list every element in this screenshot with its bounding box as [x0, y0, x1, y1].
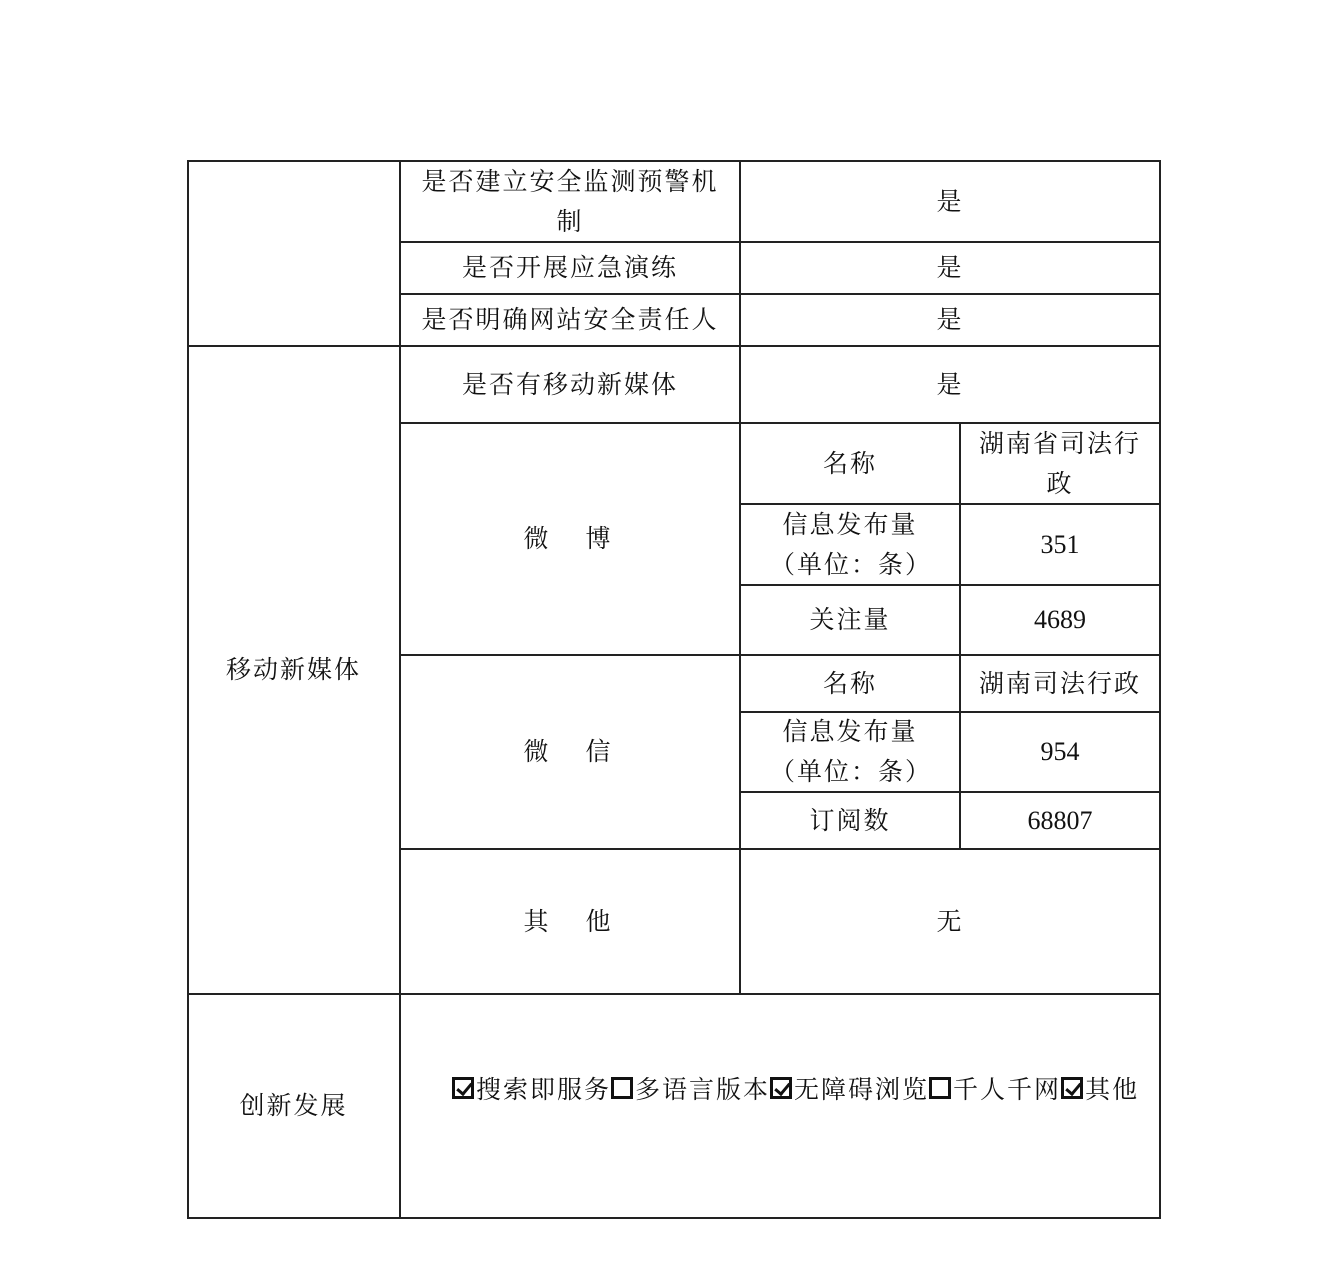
wechat-name-value-text: 湖南司法行政 — [978, 668, 1141, 698]
other-media-value — [740, 849, 1160, 994]
wechat-subscribers-label — [740, 792, 960, 849]
weibo-followers-value-text: 4689 — [1034, 605, 1086, 634]
innovation-option-search-service[interactable] — [452, 1070, 611, 1106]
innovation-section-text: 创新发展 — [239, 1091, 348, 1120]
wechat-posts-value-text: 954 — [1040, 737, 1080, 766]
checkbox-icon[interactable] — [611, 1077, 633, 1099]
checkbox-icon[interactable] — [452, 1077, 474, 1099]
other-media-label — [400, 849, 740, 994]
wechat-posts-label-text: 信息发布量（单位：条） — [770, 717, 933, 786]
innovation-options — [452, 1068, 1139, 1108]
monitoring-value — [740, 162, 1160, 242]
option-label: 搜索即服务 — [476, 1075, 612, 1104]
innovation-option-other[interactable] — [1061, 1070, 1139, 1106]
wechat-name-value — [960, 655, 1160, 712]
weibo-name-value-text: 湖南省司法行政 — [978, 428, 1141, 498]
wechat-posts-label — [770, 712, 933, 792]
owner-value-text: 是 — [936, 305, 964, 334]
innovation-option-personalized[interactable] — [929, 1070, 1061, 1106]
weibo-posts-value — [960, 504, 1160, 585]
wechat-name-label-text: 名称 — [822, 668, 877, 698]
monitoring-label-text: 是否建立安全监测预警机制 — [421, 167, 719, 236]
monitoring-value-text: 是 — [936, 187, 964, 216]
weibo-posts-label — [770, 504, 933, 585]
has-mobile-media-value-text: 是 — [936, 369, 964, 399]
weibo-followers-value — [960, 585, 1160, 655]
wechat-name-label — [740, 655, 960, 712]
drill-value — [740, 242, 1160, 294]
has-mobile-media-text: 是否有移动新媒体 — [461, 369, 678, 399]
other-media-label-text: 其 他 — [523, 906, 617, 936]
owner-label-text: 是否明确网站安全责任人 — [421, 305, 719, 334]
drill-value-text: 是 — [936, 253, 964, 282]
option-label: 千人千网 — [953, 1075, 1062, 1104]
mobile-media-section-text: 移动新媒体 — [225, 655, 361, 684]
weibo-followers-label — [740, 585, 960, 655]
owner-value — [740, 294, 1160, 346]
checkbox-icon[interactable] — [929, 1077, 951, 1099]
weibo-label — [400, 423, 740, 655]
weibo-name-label-text: 名称 — [822, 448, 877, 478]
wechat-label-text: 微 信 — [523, 737, 617, 766]
innovation-option-accessibility[interactable] — [770, 1070, 929, 1106]
option-label: 无障碍浏览 — [794, 1075, 930, 1104]
weibo-posts-label-text: 信息发布量（单位：条） — [770, 509, 933, 579]
wechat-label — [400, 655, 740, 849]
mobile-media-section-label — [188, 346, 399, 994]
innovation-section-label — [188, 994, 399, 1218]
innovation-option-multilingual[interactable] — [611, 1070, 770, 1106]
wechat-subscribers-value-text: 68807 — [1027, 805, 1093, 835]
option-label: 其他 — [1085, 1075, 1140, 1104]
weibo-posts-value-text: 351 — [1040, 529, 1080, 559]
other-media-value-text: 无 — [936, 906, 964, 936]
wechat-posts-value — [960, 712, 1160, 792]
drill-label-text: 是否开展应急演练 — [461, 253, 678, 282]
drill-label — [400, 242, 740, 294]
checkbox-icon[interactable] — [770, 1077, 792, 1099]
wechat-subscribers-value — [960, 792, 1160, 849]
weibo-followers-label-text: 关注量 — [809, 605, 891, 634]
option-label: 多语言版本 — [635, 1075, 771, 1104]
has-mobile-media-label — [400, 346, 740, 423]
monitoring-label — [420, 162, 720, 242]
has-mobile-media-value — [740, 346, 1160, 423]
weibo-label-text: 微 博 — [523, 524, 617, 553]
owner-label — [400, 294, 740, 346]
weibo-name-value — [970, 423, 1150, 504]
wechat-subscribers-label-text: 订阅数 — [809, 805, 891, 835]
checkbox-icon[interactable] — [1061, 1077, 1083, 1099]
weibo-name-label — [740, 423, 960, 504]
